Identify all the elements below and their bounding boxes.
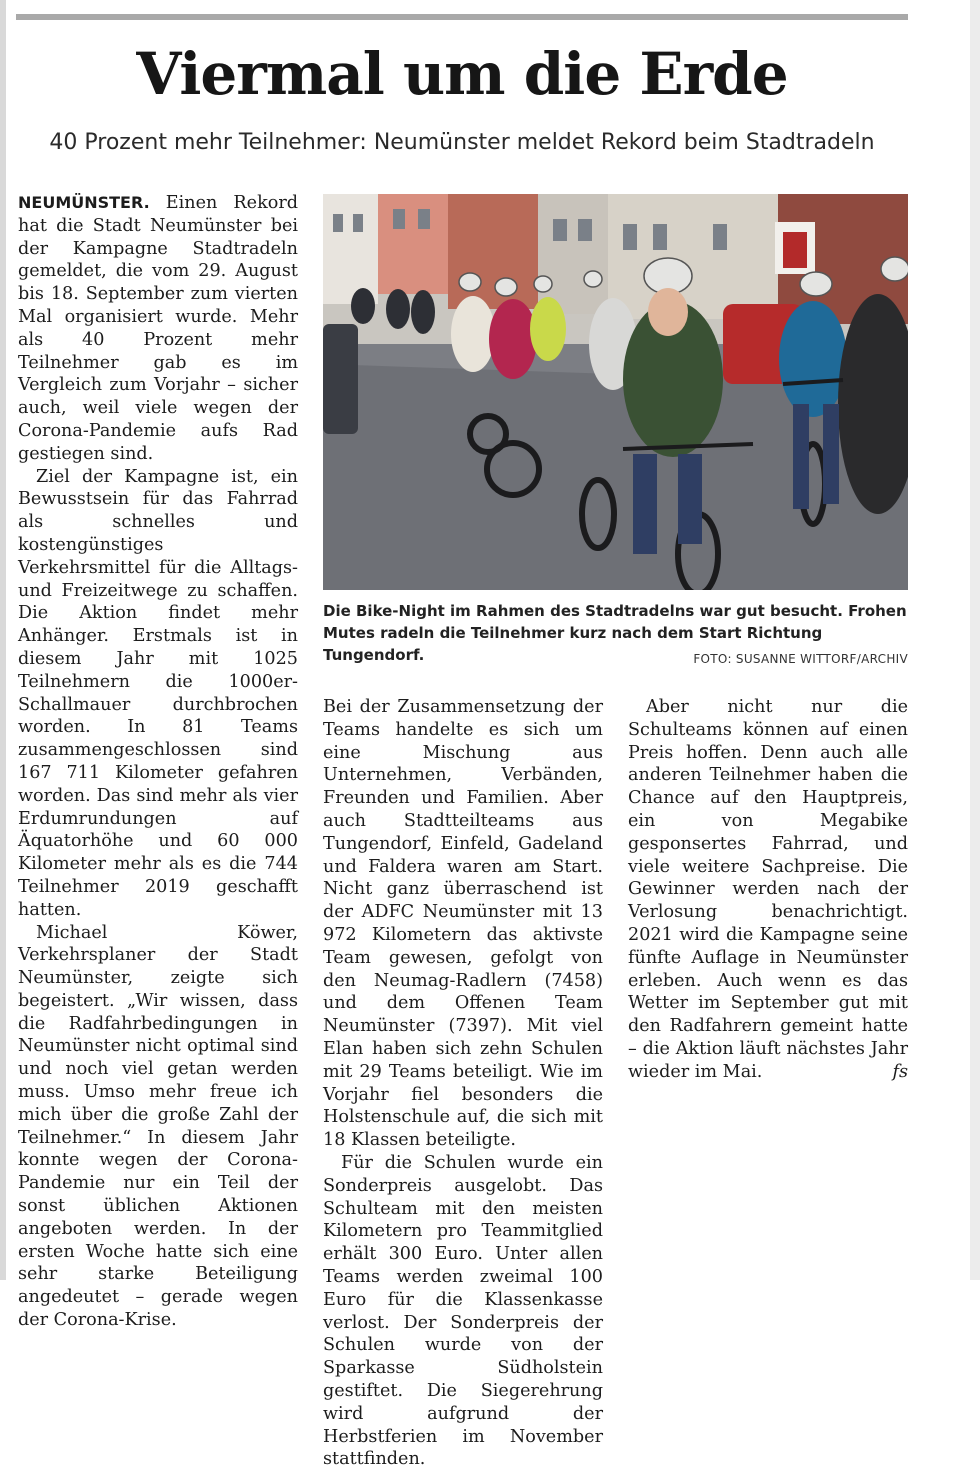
article-paragraph: Für die Schulen wurde ein Sonderpreis ausgelobt. Das Schulteam mit den meisten Kilometern pro Teammitglied erhält 300 Euro. Unter allen Teams werden zweimal 100 Euro für die Klassenkasse verlost. Der Sonderpreis der Schulen wurde von der Sparkasse Südholstein gestiftet. Die Siegerehrung wird aufgrund der Herbstferien im November stattfinden. (323, 1152, 603, 1470)
paragraph-text: Einen Rekord hat die Stadt Neumünster bei der Kampagne Stadtradeln gemeldet, die vom 29. August bis 18. September zum vierten Mal organisiert wurde. Mehr als 40 Prozent mehr Teilnehmer gab es im Vergleich zum Vorjahr – sicher auch, weil viele wegen der Corona-Pandemie aufs Rad gestiegen sind. (18, 193, 298, 464)
article-paragraph (18, 192, 298, 466)
article-column-2 (323, 696, 603, 1471)
article-paragraph: Ziel der Kampagne ist, ein Bewusstsein für das Fahrrad als schnelles und kostengünstiges Verkehrsmittel für die Alltags- und Freizeitwege zu schaffen. Die Aktion findet mehr Anhänger. Erstmals ist in diesem Jahr mit 1025 Teilnehmern die 1000er-Schallmauer durchbrochen worden. In 81 Teams zusammengeschlossen sind 167 711 Kilometer gefahren worden. Das sind mehr als vier Erdumrundungen auf Äquatorhöhe und 60 000 Kilometer mehr als es die 744 Teilnehmer 2019 geschafft hatten. (18, 466, 298, 920)
author-signature: fs (892, 1061, 908, 1082)
photo-caption: Die Bike-Night im Rahmen des Stadtradelns war gut besucht. Frohen Mutes radeln die Teilnehmer kurz nach dem Start Richtung Tungendorf. (323, 602, 907, 664)
page-edge (0, 0, 6, 1280)
article-paragraph (628, 696, 908, 1084)
dateline: NEUMÜNSTER. (18, 193, 150, 212)
headline: Viermal um die Erde (136, 40, 788, 108)
top-rule (16, 14, 908, 20)
photo-credit: FOTO: SUSANNE WITTORF/ARCHIV (693, 652, 908, 666)
article-column-3 (628, 696, 908, 1084)
subheadline: 40 Prozent mehr Teilnehmer: Neumünster meldet Rekord beim Stadtradeln (49, 130, 875, 155)
paragraph-text: Aber nicht nur die Schulteams können auf einen Preis hoffen. Denn auch alle anderen Teilnehmer haben die Chance auf den Hauptpreis, ein von Megabike gesponsertes Fahrrad, und viele weitere Sachpreise. Die Gewinner werden nach der Verlosung benachrichtigt. 2021 wird die Kampagne seine fünfte Auflage in Neumünster erleben. Auch wenn es das Wetter im September gut mit den Radfahrern gemeint hatte – die Aktion läuft nächstes Jahr wieder im Mai. (628, 697, 908, 1082)
article-paragraph: Bei der Zusammensetzung der Teams handelte es sich um eine Mischung aus Unternehmen, Verbänden, Freunden und Familien. Aber auch Stadtteilteams aus Tungendorf, Einfeld, Gadeland und Faldera waren am Start. Nicht ganz überraschend ist der ADFC Neumünster mit 13 972 Kilometern das aktivste Team gewesen, gefolgt von den Neumag-Radlern (7458) und dem Offenen Team Neumünster (7397). Mit viel Elan haben sich zehn Schulen mit 29 Teams beteiligt. Wie im Vorjahr fiel besonders die Holstenschule auf, die sich mit 18 Klassen beteiligte. (323, 697, 603, 1151)
bike-night-photo (323, 194, 908, 590)
article-photo (323, 194, 908, 590)
article-paragraph: Michael Köwer, Verkehrsplaner der Stadt Neumünster, zeigte sich begeistert. „Wir wissen, dass die Radfahrbedingungen in Neumünster nicht optimal sind und noch viel getan werden muss. Umso mehr freue ich mich über die große Zahl der Teilnehmer.“ In diesem Jahr konnte wegen der Corona-Pandemie nur ein Teil der sonst üblichen Aktionen angeboten werden. In der ersten Woche hatte sich eine sehr starke Beteiligung angedeutet – gerade wegen der Corona-Krise. (18, 922, 298, 1331)
page-edge (970, 0, 980, 1280)
article-column-1 (18, 192, 298, 1332)
